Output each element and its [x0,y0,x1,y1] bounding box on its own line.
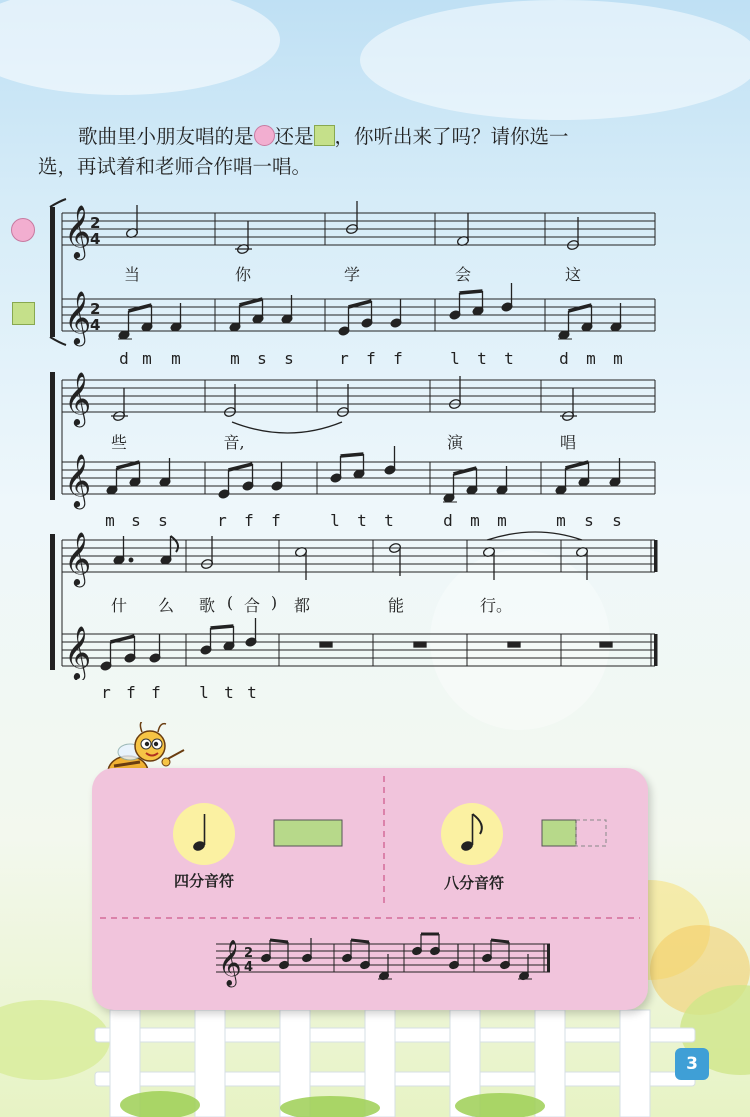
page-number: 3 [675,1048,709,1080]
solfege: t [384,511,394,530]
lyric: 合 [243,596,261,615]
solfege: f [271,511,281,530]
svg-text:𝄞: 𝄞 [64,531,92,585]
lyric: ( [226,593,234,612]
lyric: 演 [446,433,464,452]
svg-text:2: 2 [90,214,101,232]
lyric: ) [270,593,278,612]
svg-text:2: 2 [90,300,101,318]
lyric: 歌 [198,596,216,615]
solfege: m [230,349,240,368]
lyric: 会 [454,265,472,284]
score-system-1 [0,195,750,365]
solfege: m [556,511,566,530]
solfege: m [470,511,480,530]
lyric: 唱 [559,433,577,452]
intro-text-1: 歌曲里小朋友唱的是 [78,125,254,148]
pink-circle-symbol [254,125,275,146]
quarter-note-label: 四分音符 [173,872,235,890]
lyric: 都 [293,596,311,615]
solfege: r [217,511,227,530]
solfege: t [504,349,514,368]
lyric: 你 [234,265,252,284]
lyric: 学 [343,265,361,284]
solfege: s [158,511,168,530]
solfege: s [284,349,294,368]
lyric: 什 [110,596,128,615]
solfege: l [450,349,460,368]
solfege: m [613,349,623,368]
svg-text:𝄞: 𝄞 [64,625,92,679]
svg-text:𝄞: 𝄞 [64,371,92,425]
treble-clef-icon: 𝄞 [64,204,92,258]
intro-text-line2: 选，再试着和老师合作唱一唱。 [38,155,312,178]
solfege: m [171,349,181,368]
solfege: s [257,349,267,368]
solfege: f [393,349,403,368]
solfege: f [244,511,254,530]
solfege: t [224,683,234,702]
intro-paragraph [38,122,698,182]
svg-text:𝄞: 𝄞 [64,453,92,507]
solfege: s [584,511,594,530]
lyric: 音, [223,433,245,452]
eighth-note-label: 八分音符 [443,874,505,892]
svg-text:𝄞: 𝄞 [218,940,242,986]
solfege: m [586,349,596,368]
solfege: s [612,511,622,530]
solfege: f [151,683,161,702]
svg-text:4: 4 [244,960,254,975]
intro-text-2: 还是 [274,125,314,148]
solfege: f [126,683,136,702]
solfege: l [330,511,340,530]
lyric: 这 [564,265,582,284]
svg-text:4: 4 [90,316,101,334]
solfege: d [119,349,129,368]
svg-text:2: 2 [244,946,254,961]
solfege: m [497,511,507,530]
solfege: t [247,683,257,702]
note-legend-panel [92,768,648,1010]
svg-text:4: 4 [90,230,101,248]
solfege: s [131,511,141,530]
lyric: 么 [157,596,175,615]
treble-clef-icon: 𝄞 [64,290,92,344]
solfege: m [142,349,152,368]
lyric: 行。 [479,596,513,615]
solfege: t [477,349,487,368]
lyric: 当 [123,265,141,284]
solfege: d [559,349,569,368]
solfege: l [199,683,209,702]
solfege: r [339,349,349,368]
lyric: 能 [387,596,405,615]
solfege: t [357,511,367,530]
solfege: d [443,511,453,530]
green-square-symbol [314,125,335,146]
solfege: m [105,511,115,530]
solfege: f [366,349,376,368]
lyric: 些 [110,433,128,452]
intro-text-3: ，你听出来了吗？请你选一 [334,125,569,148]
solfege: r [101,683,111,702]
